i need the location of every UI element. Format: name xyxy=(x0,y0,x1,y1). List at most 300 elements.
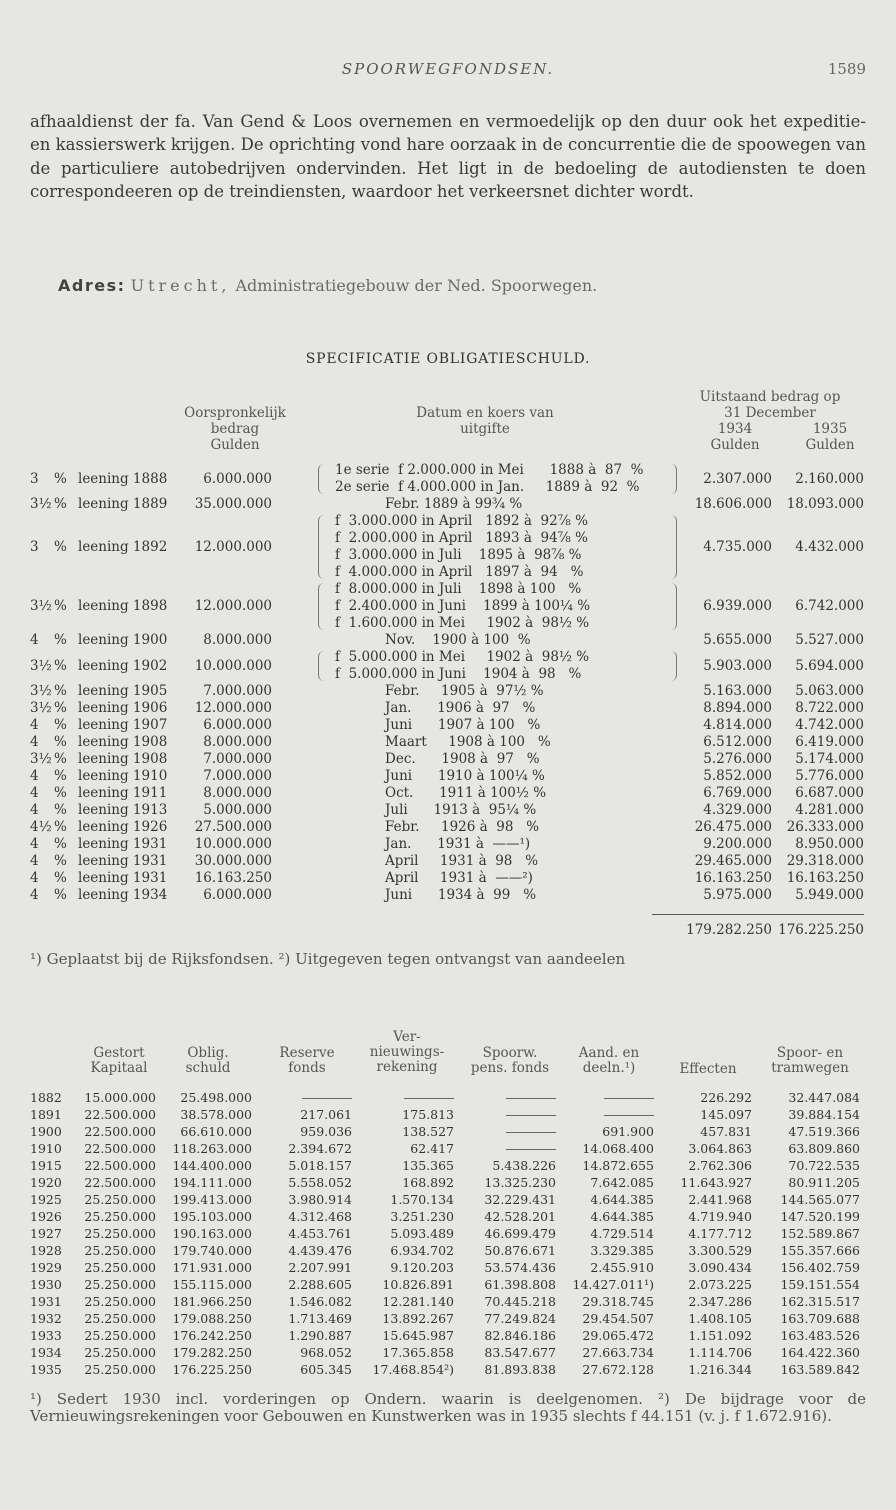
percent-sign: % xyxy=(54,870,67,886)
balance-header-line: Kapitaal xyxy=(90,1060,148,1076)
balance-header-line: pens. fonds xyxy=(470,1060,550,1076)
balance-cell: 195.103.000 xyxy=(172,1209,252,1224)
balance-cell: 217.061 xyxy=(300,1107,352,1122)
balance-cell: 22.500.000 xyxy=(84,1124,156,1139)
balance-header-line: deeln.¹) xyxy=(582,1060,636,1076)
loan-rate: 4 xyxy=(30,734,39,750)
issue-line xyxy=(0,836,896,853)
balance-cell: 2.455.910 xyxy=(590,1260,654,1275)
balance-cell: 82.846.186 xyxy=(484,1328,556,1343)
percent-sign: % xyxy=(54,887,67,903)
outstanding-1935: 4.742.000 xyxy=(795,717,864,733)
dash-line xyxy=(604,1115,654,1116)
loan-amount: 7.000.000 xyxy=(203,768,272,784)
outstanding-1935: 4.281.000 xyxy=(795,802,864,818)
loan-amount: 27.500.000 xyxy=(194,819,272,835)
balance-header-line: Reserve xyxy=(279,1045,335,1061)
percent-sign: % xyxy=(54,700,67,716)
balance-cell: 2.762.306 xyxy=(688,1158,752,1173)
balance-cell: 53.574.436 xyxy=(484,1260,556,1275)
loan-rate: 4 xyxy=(30,802,39,818)
balance-cell: 4.719.940 xyxy=(688,1209,752,1224)
balance-cell: 118.263.000 xyxy=(172,1141,252,1156)
issue-text: f 5.000.000 in Mei 1902 à 98½ % xyxy=(335,649,590,665)
address-line xyxy=(58,276,597,295)
issue-line xyxy=(0,564,896,581)
balance-year: 1926 xyxy=(30,1209,62,1224)
issue-text: Febr. 1905 à 97½ % xyxy=(385,683,544,699)
header-issue-line: Datum en koers van xyxy=(416,405,554,421)
page-header xyxy=(0,60,896,84)
issue-text: Juni 1910 à 100¼ % xyxy=(385,768,545,784)
dash-line xyxy=(506,1149,556,1150)
outstanding-1934: 9.200.000 xyxy=(703,836,772,852)
issue-text: Maart 1908 à 100 % xyxy=(385,734,551,750)
header-issue-date xyxy=(360,405,610,437)
balance-cell: 4.439.476 xyxy=(288,1243,352,1258)
balance-cell: 15.000.000 xyxy=(84,1090,156,1105)
outstanding-1934: 16.163.250 xyxy=(694,870,772,886)
issue-text: April 1931 à 98 % xyxy=(385,853,539,869)
issue-line xyxy=(0,615,896,632)
loan-name: leening 1902 xyxy=(78,657,168,674)
loan-name: leening 1889 xyxy=(78,496,168,512)
loan-rate: 3½ xyxy=(30,683,52,699)
outstanding-1935: 16.163.250 xyxy=(786,870,864,886)
outstanding-1934: 4.735.000 xyxy=(703,538,772,555)
page-number: 1589 xyxy=(827,60,866,78)
total-row xyxy=(0,922,896,939)
issue-line xyxy=(0,513,896,530)
empty-dash xyxy=(460,1124,556,1139)
balance-cell: 38.578.000 xyxy=(180,1107,252,1122)
balance-cell: 2.347.286 xyxy=(688,1294,752,1309)
outstanding-1935: 6.419.000 xyxy=(795,734,864,750)
balance-header xyxy=(756,1046,864,1076)
balance-cell: 1.570.134 xyxy=(390,1192,454,1207)
issue-text: Juni 1934 à 99 % xyxy=(385,887,537,903)
balance-cell: 1.546.082 xyxy=(288,1294,352,1309)
balance-cell: 138.527 xyxy=(402,1124,454,1139)
balance-cell: 22.500.000 xyxy=(84,1107,156,1122)
loan-amount: 10.000.000 xyxy=(194,657,272,674)
balance-year: 1920 xyxy=(30,1175,62,1190)
issue-line xyxy=(0,581,896,598)
outstanding-1934: 2.307.000 xyxy=(703,470,772,487)
balance-row xyxy=(0,1192,896,1207)
header-outstanding-line: 31 December xyxy=(724,405,816,421)
dash-line xyxy=(506,1115,556,1116)
empty-dash xyxy=(460,1090,556,1105)
balance-cell: 4.453.761 xyxy=(288,1226,352,1241)
percent-sign: % xyxy=(54,768,67,784)
balance-header-line: Oblig. xyxy=(187,1045,229,1061)
specification-title: SPECIFICATIE OBLIGATIESCHULD. xyxy=(305,351,591,367)
balance-cell: 25.250.000 xyxy=(84,1294,156,1309)
balance-cell: 1.114.706 xyxy=(688,1345,752,1360)
issue-line xyxy=(0,734,896,751)
balance-row xyxy=(0,1141,896,1156)
loan-name: leening 1926 xyxy=(78,819,168,835)
loan-rate: 3 xyxy=(30,470,39,487)
balance-cell: 13.325.230 xyxy=(484,1175,556,1190)
balance-cell: 25.250.000 xyxy=(84,1260,156,1275)
issue-text: Jan. 1906 à 97 % xyxy=(385,700,536,716)
balance-cell: 22.500.000 xyxy=(84,1175,156,1190)
loan-amount: 7.000.000 xyxy=(203,751,272,767)
balance-cell: 17.365.858 xyxy=(382,1345,454,1360)
header-unit-1934: Gulden xyxy=(710,437,760,453)
issue-text: 1e serie f 2.000.000 in Mei 1888 à 87 % xyxy=(335,462,644,478)
percent-sign: % xyxy=(54,632,67,648)
balance-cell: 29.318.745 xyxy=(582,1294,654,1309)
issue-line xyxy=(0,751,896,768)
balance-cell: 13.892.267 xyxy=(382,1311,454,1326)
balance-year: 1935 xyxy=(30,1362,62,1377)
issue-line xyxy=(0,870,896,887)
loan-rate: 3½ xyxy=(30,700,52,716)
outstanding-1934: 5.975.000 xyxy=(703,887,772,903)
balance-cell: 10.826.891 xyxy=(382,1277,454,1292)
balance-year: 1929 xyxy=(30,1260,62,1275)
outstanding-1934: 5.655.000 xyxy=(703,632,772,648)
issue-line xyxy=(0,666,896,683)
balance-cell: 25.250.000 xyxy=(84,1362,156,1377)
loan-amount: 35.000.000 xyxy=(194,496,272,512)
balance-cell: 70.445.218 xyxy=(484,1294,556,1309)
balance-cell: 199.413.000 xyxy=(172,1192,252,1207)
balance-year: 1933 xyxy=(30,1328,62,1343)
percent-sign: % xyxy=(54,657,67,674)
outstanding-1934: 6.769.000 xyxy=(703,785,772,801)
balance-cell: 3.980.914 xyxy=(288,1192,352,1207)
header-unit-1935: Gulden xyxy=(805,437,855,453)
balance-cell: 4.644.385 xyxy=(590,1209,654,1224)
outstanding-1935: 5.527.000 xyxy=(795,632,864,648)
total-rule xyxy=(652,914,864,915)
loan-amount: 8.000.000 xyxy=(203,632,272,648)
balance-row xyxy=(0,1345,896,1360)
balance-footnote: ¹) Sedert 1930 incl. vorderingen op Ondern. waarin is deelgenomen. ²) De bijdrage voor de Vernieuwingsrekeningen voor Gebouwen en Kunstwerken was in 1935 slechts f 44.151 (v. j. f 1.672.916). xyxy=(30,1390,866,1425)
balance-cell: 152.589.867 xyxy=(780,1226,860,1241)
balance-cell: 3.090.434 xyxy=(688,1260,752,1275)
percent-sign: % xyxy=(54,598,67,614)
percent-sign: % xyxy=(54,717,67,733)
empty-dash xyxy=(460,1107,556,1122)
outstanding-1935: 8.950.000 xyxy=(795,836,864,852)
loan-amount: 6.000.000 xyxy=(203,470,272,487)
balance-header xyxy=(78,1046,160,1076)
balance-cell: 3.329.385 xyxy=(590,1243,654,1258)
address-rest: Administratiegebouw der Ned. Spoorwegen. xyxy=(230,276,598,295)
balance-row xyxy=(0,1124,896,1139)
issue-line xyxy=(0,462,896,479)
balance-cell: 66.610.000 xyxy=(180,1124,252,1139)
running-title: SPOORWEGFONDSEN. xyxy=(341,60,555,78)
issue-line xyxy=(0,547,896,564)
balance-header-line: tramwegen xyxy=(771,1060,849,1076)
balance-year: 1882 xyxy=(30,1090,62,1105)
percent-sign: % xyxy=(54,751,67,767)
balance-cell: 77.249.824 xyxy=(484,1311,556,1326)
header-issue-line: uitgifte xyxy=(460,421,510,437)
issue-text: Juni 1907 à 100 % xyxy=(385,717,541,733)
balance-cell: 5.558.052 xyxy=(288,1175,352,1190)
balance-year: 1932 xyxy=(30,1311,62,1326)
balance-row xyxy=(0,1090,896,1105)
balance-row xyxy=(0,1277,896,1292)
balance-cell: 2.394.672 xyxy=(288,1141,352,1156)
issue-brace-left xyxy=(318,515,327,579)
balance-year: 1900 xyxy=(30,1124,62,1139)
balance-cell: 62.417 xyxy=(410,1141,454,1156)
issue-text: f 1.600.000 in Mei 1902 à 98½ % xyxy=(335,615,590,631)
balance-cell: 159.151.554 xyxy=(780,1277,860,1292)
loan-name: leening 1908 xyxy=(78,734,168,750)
outstanding-1934: 5.852.000 xyxy=(703,768,772,784)
balance-cell: 4.729.514 xyxy=(590,1226,654,1241)
loan-rate: 3½ xyxy=(30,496,52,512)
balance-cell: 163.589.842 xyxy=(780,1362,860,1377)
loan-amount: 5.000.000 xyxy=(203,802,272,818)
outstanding-1935: 5.174.000 xyxy=(795,751,864,767)
header-original-line: Gulden xyxy=(210,437,260,453)
outstanding-1934: 29.465.000 xyxy=(694,853,772,869)
balance-cell: 1.713.469 xyxy=(288,1311,352,1326)
balance-header xyxy=(356,1030,458,1075)
issue-text: Oct. 1911 à 100½ % xyxy=(385,785,547,801)
issue-text: f 2.400.000 in Juni 1899 à 100¼ % xyxy=(335,598,591,614)
loan-name: leening 1931 xyxy=(78,853,168,869)
percent-sign: % xyxy=(54,470,67,487)
balance-header xyxy=(160,1046,256,1076)
outstanding-1935: 18.093.000 xyxy=(786,496,864,512)
issue-text: f 3.000.000 in Juli 1895 à 98⅞ % xyxy=(335,547,582,563)
outstanding-1935: 8.722.000 xyxy=(795,700,864,716)
loan-rate: 4 xyxy=(30,768,39,784)
loan-amount: 16.163.250 xyxy=(194,870,272,886)
balance-header-line: Aand. en xyxy=(578,1045,640,1061)
address-city: Utrecht, xyxy=(130,276,231,295)
balance-cell: 155.115.000 xyxy=(172,1277,252,1292)
balance-year: 1934 xyxy=(30,1345,62,1360)
loan-name: leening 1892 xyxy=(78,538,168,555)
balance-year: 1925 xyxy=(30,1192,62,1207)
balance-cell: 162.315.517 xyxy=(780,1294,860,1309)
balance-row xyxy=(0,1328,896,1343)
issue-brace-left xyxy=(318,651,327,681)
balance-cell: 5.093.489 xyxy=(390,1226,454,1241)
header-original-line: Oorspronkelijk xyxy=(184,405,286,421)
balance-cell: 4.312.468 xyxy=(288,1209,352,1224)
balance-cell: 175.813 xyxy=(402,1107,454,1122)
issue-text: f 8.000.000 in Juli 1898 à 100 % xyxy=(335,581,582,597)
outstanding-1935: 5.776.000 xyxy=(795,768,864,784)
loan-name: leening 1911 xyxy=(78,785,168,801)
balance-cell: 5.018.157 xyxy=(288,1158,352,1173)
balance-year: 1930 xyxy=(30,1277,62,1292)
balance-cell: 959.036 xyxy=(300,1124,352,1139)
balance-cell: 25.250.000 xyxy=(84,1311,156,1326)
issue-text: f 3.000.000 in April 1892 à 92⅞ % xyxy=(335,513,588,529)
balance-year: 1928 xyxy=(30,1243,62,1258)
loan-rate: 3½ xyxy=(30,751,52,767)
issue-line xyxy=(0,683,896,700)
percent-sign: % xyxy=(54,785,67,801)
balance-row xyxy=(0,1243,896,1258)
issue-text: April 1931 à ——²) xyxy=(385,870,533,886)
balance-cell: 163.483.526 xyxy=(780,1328,860,1343)
issue-brace-right xyxy=(668,583,677,630)
issue-line xyxy=(0,785,896,802)
balance-cell: 61.398.808 xyxy=(484,1277,556,1292)
outstanding-1934: 8.894.000 xyxy=(703,700,772,716)
balance-cell: 135.365 xyxy=(402,1158,454,1173)
dash-line xyxy=(506,1098,556,1099)
balance-header xyxy=(258,1046,356,1076)
balance-header-line: nieuwings- xyxy=(369,1044,445,1060)
outstanding-1935: 2.160.000 xyxy=(795,470,864,487)
balance-header xyxy=(660,1062,756,1077)
outstanding-1935: 5.949.000 xyxy=(795,887,864,903)
balance-cell: 27.663.734 xyxy=(582,1345,654,1360)
issue-text: Febr. 1926 à 98 % xyxy=(385,819,540,835)
issue-text: 2e serie f 4.000.000 in Jan. 1889 à 92 % xyxy=(335,479,640,495)
dash-line xyxy=(404,1098,454,1099)
issue-line xyxy=(0,887,896,904)
issue-text: f 5.000.000 in Juni 1904 à 98 % xyxy=(335,666,582,682)
balance-header-line: Effecten xyxy=(679,1061,737,1077)
balance-cell: 2.441.968 xyxy=(688,1192,752,1207)
specification-footnote: ¹) Geplaatst bij de Rijksfondsen. ²) Uitgegeven tegen ontvangst van aandeelen xyxy=(30,950,626,968)
outstanding-1935: 26.333.000 xyxy=(786,819,864,835)
total-1935: 176.225.250 xyxy=(778,922,864,938)
balance-header xyxy=(460,1046,560,1076)
balance-cell: 194.111.000 xyxy=(172,1175,252,1190)
balance-cell: 14.427.011¹) xyxy=(572,1277,654,1292)
balance-cell: 171.931.000 xyxy=(172,1260,252,1275)
balance-cell: 39.884.154 xyxy=(788,1107,860,1122)
balance-cell: 27.672.128 xyxy=(582,1362,654,1377)
loan-rate: 4 xyxy=(30,887,39,903)
balance-row xyxy=(0,1311,896,1326)
empty-dash xyxy=(258,1090,352,1105)
balance-cell: 968.052 xyxy=(300,1345,352,1360)
balance-cell: 1.151.092 xyxy=(688,1328,752,1343)
dash-line xyxy=(302,1098,352,1099)
balance-header-line: Spoor- en xyxy=(776,1045,844,1061)
balance-cell: 14.068.400 xyxy=(582,1141,654,1156)
balance-cell: 3.300.529 xyxy=(688,1243,752,1258)
total-1934: 179.282.250 xyxy=(686,922,772,938)
issue-text: Nov. 1900 à 100 % xyxy=(385,632,531,648)
balance-cell: 605.345 xyxy=(300,1362,352,1377)
balance-cell: 144.565.077 xyxy=(780,1192,860,1207)
empty-dash xyxy=(560,1090,654,1105)
loan-name: leening 1898 xyxy=(78,598,168,614)
balance-year: 1931 xyxy=(30,1294,62,1309)
balance-cell: 25.250.000 xyxy=(84,1345,156,1360)
balance-header-line: Spoorw. xyxy=(482,1045,538,1061)
loan-rate: 4 xyxy=(30,870,39,886)
balance-header xyxy=(560,1046,658,1076)
loan-name: leening 1905 xyxy=(78,683,168,699)
percent-sign: % xyxy=(54,683,67,699)
balance-cell: 25.250.000 xyxy=(84,1209,156,1224)
issue-line xyxy=(0,853,896,870)
loan-name: leening 1888 xyxy=(78,470,168,487)
balance-cell: 2.073.225 xyxy=(688,1277,752,1292)
dash-line xyxy=(506,1132,556,1133)
outstanding-1934: 6.512.000 xyxy=(703,734,772,750)
issue-text: f 2.000.000 in April 1893 à 94⅞ % xyxy=(335,530,588,546)
loan-amount: 8.000.000 xyxy=(203,734,272,750)
outstanding-1935: 6.687.000 xyxy=(795,785,864,801)
issue-brace-right xyxy=(668,515,677,579)
loan-amount: 10.000.000 xyxy=(194,836,272,852)
balance-row xyxy=(0,1175,896,1190)
loan-name: leening 1900 xyxy=(78,632,168,648)
loan-name: leening 1907 xyxy=(78,717,168,733)
issue-text: f 4.000.000 in April 1897 à 94 % xyxy=(335,564,584,580)
balance-cell: 22.500.000 xyxy=(84,1141,156,1156)
outstanding-1934: 18.606.000 xyxy=(694,496,772,512)
issue-line xyxy=(0,530,896,547)
loan-rate: 4 xyxy=(30,836,39,852)
loan-name: leening 1931 xyxy=(78,836,168,852)
balance-cell: 691.900 xyxy=(602,1124,654,1139)
balance-cell: 32.447.084 xyxy=(788,1090,860,1105)
empty-dash xyxy=(460,1141,556,1156)
balance-cell: 15.645.987 xyxy=(382,1328,454,1343)
outstanding-1935: 29.318.000 xyxy=(786,853,864,869)
balance-cell: 25.250.000 xyxy=(84,1226,156,1241)
header-units xyxy=(660,437,880,453)
balance-cell: 25.498.000 xyxy=(180,1090,252,1105)
loan-amount: 7.000.000 xyxy=(203,683,272,699)
balance-cell: 168.892 xyxy=(402,1175,454,1190)
balance-cell: 11.643.927 xyxy=(680,1175,752,1190)
loan-rate: 3½ xyxy=(30,598,52,614)
header-outstanding-line: Uitstaand bedrag op xyxy=(699,389,841,405)
balance-cell: 457.831 xyxy=(700,1124,752,1139)
balance-cell: 7.642.085 xyxy=(590,1175,654,1190)
outstanding-1934: 5.903.000 xyxy=(703,657,772,674)
outstanding-1934: 5.163.000 xyxy=(703,683,772,699)
issue-line xyxy=(0,802,896,819)
outstanding-1935: 6.742.000 xyxy=(795,598,864,614)
outstanding-1935: 5.694.000 xyxy=(795,657,864,674)
balance-cell: 4.177.712 xyxy=(688,1226,752,1241)
balance-cell: 176.242.250 xyxy=(172,1328,252,1343)
balance-cell: 6.934.702 xyxy=(390,1243,454,1258)
balance-year: 1891 xyxy=(30,1107,62,1122)
header-years xyxy=(660,421,880,437)
outstanding-1935: 4.432.000 xyxy=(795,538,864,555)
balance-row xyxy=(0,1294,896,1309)
intro-text: afhaaldienst der fa. Van Gend & Loos overnemen en vermoedelijk op den duur ook het expeditie- en kassierswerk krijgen. De oprichting vond hare oorzaak in de concurrentie die de spoowegen van de particuliere autobedrijven ondervinden. Het ligt in de bedoeling de autodiensten te doen correspondeeren op de treindiensten, waardoor het verkeersnet dichter wordt. xyxy=(30,112,866,202)
balance-cell: 25.250.000 xyxy=(84,1243,156,1258)
issue-line xyxy=(0,717,896,734)
balance-cell: 190.163.000 xyxy=(172,1226,252,1241)
header-original-amount xyxy=(150,405,320,453)
balance-cell: 32.229.431 xyxy=(484,1192,556,1207)
balance-cell: 63.809.860 xyxy=(788,1141,860,1156)
address-label: Adres: xyxy=(58,276,126,295)
balance-cell: 1.290.887 xyxy=(288,1328,352,1343)
percent-sign: % xyxy=(54,836,67,852)
loan-amount: 6.000.000 xyxy=(203,887,272,903)
